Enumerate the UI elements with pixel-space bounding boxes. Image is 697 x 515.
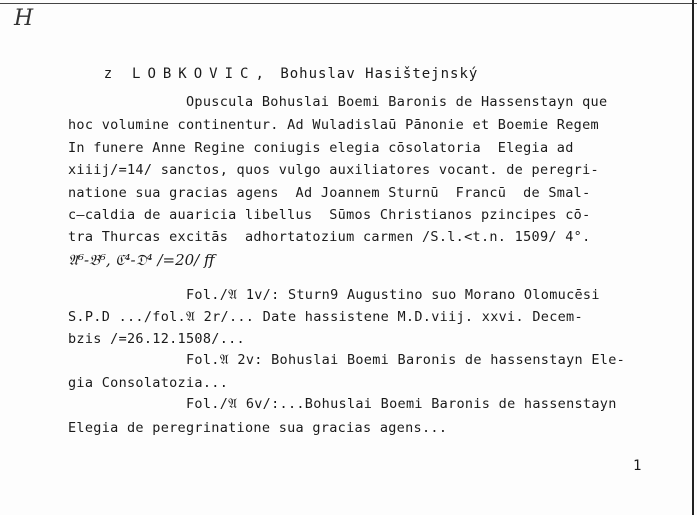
- heading: [66, 50, 478, 98]
- text-line-9: Fol./𝔄 1v/: Sturn9 Augustino suo Morano Olomucēsi: [186, 287, 600, 303]
- handwritten-corner-mark: H: [14, 6, 34, 31]
- text-line-13: gia Consolatozia...: [68, 375, 229, 391]
- text-line-1: Opuscula Bohuslai Boemi Baronis de Hassenstayn que: [186, 94, 608, 110]
- text-line-15: Elegia de peregrinatione sua gracias agens...: [68, 420, 448, 436]
- text-line-12: Fol.𝔄 2v: Bohuslai Boemi Baronis de hassenstayn Ele-: [186, 352, 626, 368]
- page-number: 1: [633, 458, 642, 474]
- heading-family: LOBKOVIC,: [132, 66, 271, 82]
- text-line-2: hoc volumine continentur. Ad Wuladislaū Pānonie et Boemie Regem: [68, 117, 599, 133]
- text-line-10: S.P.D ...∕fol.𝔄 2r/... Date hassistene M.D.viij. xxvi. Decem-: [68, 309, 583, 325]
- card-top-edge: [0, 3, 697, 4]
- text-line-7: tra Thurcas excitās adhortatozium carmen /S.l.<t.n. 1509/ 4°.: [68, 229, 591, 245]
- text-line-3: In funere Anne Regine coniugis elegia cōsolatoria Elegia ad: [68, 140, 574, 156]
- card-right-edge: [692, 0, 694, 515]
- heading-name: Bohuslav Hasištejnský: [280, 66, 479, 82]
- text-line-4: xiiij/=14/ sanctos, quos vulgo auxiliatores vocant. de peregri-: [68, 162, 599, 178]
- collation-line: 𝔄⁶-𝔅⁶, ℭ⁴-𝔇⁴ /=20/ ff: [68, 251, 215, 269]
- heading-prefix: z: [103, 66, 114, 82]
- text-line-5: natione sua gracias agens Ad Joannem Sturnū Francū de Smal-: [68, 185, 591, 201]
- text-line-14: Fol./𝔄 6v/:...Bohuslai Boemi Baronis de hassenstayn: [186, 396, 617, 412]
- text-line-6: c—caldia de auaricia libellus Sūmos Christianos pzincipes cō-: [68, 207, 591, 223]
- text-line-11: bzis /=26.12.1508/...: [68, 331, 245, 347]
